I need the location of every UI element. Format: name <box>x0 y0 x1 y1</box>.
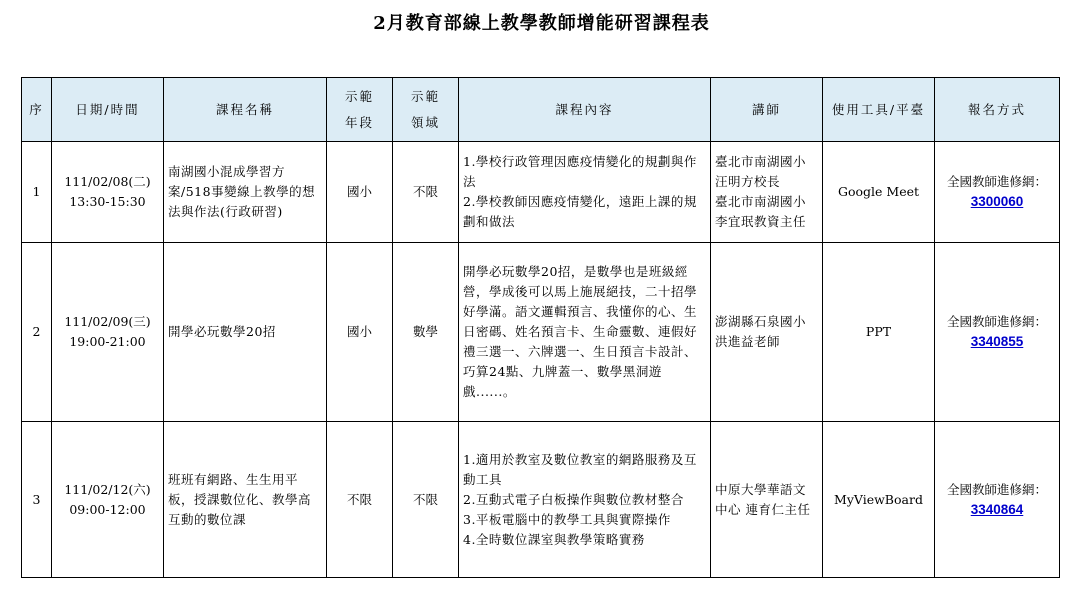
header-tool: 使用工具/平臺 <box>823 78 935 142</box>
row-tool: MyViewBoard <box>823 422 935 578</box>
row-seq: 2 <box>22 243 52 422</box>
header-field <box>393 78 459 142</box>
row-level: 不限 <box>327 422 393 578</box>
page-title: 2月教育部線上教學教師增能研習課程表 <box>373 13 710 34</box>
row-lecturer <box>711 243 823 422</box>
row-time: 09:00-12:00 <box>69 501 146 517</box>
content-item: 2.學校教師因應疫情變化，遠距上課的規劃和做法 <box>463 194 697 229</box>
header-level <box>327 78 393 142</box>
row-datetime <box>52 142 164 243</box>
row-course-name: 班班有網路、生生用平板，授課數位化、教學高互動的數位課 <box>164 422 327 578</box>
header-datetime: 日期/時間 <box>52 78 164 142</box>
table-row <box>22 422 1060 578</box>
registration-text: 全國教師進修網： <box>946 481 1047 497</box>
header-lecturer: 講師 <box>711 78 823 142</box>
row-date: 111/02/08(二) <box>64 174 151 189</box>
row-seq: 3 <box>22 422 52 578</box>
row-lecturer <box>711 422 823 578</box>
header-level-line2: 年段 <box>344 114 374 130</box>
table-row <box>22 142 1060 243</box>
content-item: 2.互動式電子白板操作與數位教材整合 <box>463 491 684 507</box>
registration-code-link[interactable]: 3340864 <box>970 501 1024 517</box>
table-row <box>22 243 1060 422</box>
lecturer-name: 澎湖縣石泉國小洪進益老師 <box>715 314 807 349</box>
row-field: 數學 <box>393 243 459 422</box>
row-tool: Google Meet <box>823 142 935 243</box>
row-date: 111/02/09(三) <box>64 314 151 329</box>
content-item: 4.全時數位課室與教學策略實務 <box>463 531 645 547</box>
header-content: 課程內容 <box>459 78 711 142</box>
row-content <box>459 142 711 243</box>
header-field-line2: 領域 <box>410 114 440 130</box>
row-course-name: 南湖國小混成學習方案/518事變線上教學的想法與作法(行政研習) <box>164 142 327 243</box>
row-registration <box>935 142 1060 243</box>
row-lecturer <box>711 142 823 243</box>
header-course-name: 課程名稱 <box>164 78 327 142</box>
content-item: 開學必玩數學20招，是數學也是班級經營，學成後可以馬上施展絕技，二十招學好學滿。語文邏輯預言、我懂你的心、生日密碼、姓名預言卡、生命靈數、連假好禮三選一、六牌選一、生日預言卡設計、巧算24點、九牌蓋一、數學黑洞遊戲......。 <box>463 264 698 399</box>
row-datetime <box>52 422 164 578</box>
header-row <box>22 78 1060 142</box>
content-item: 1.學校行政管理因應疫情變化的規劃與作法 <box>463 154 697 189</box>
course-table <box>21 77 1060 578</box>
row-registration <box>935 422 1060 578</box>
header-registration: 報名方式 <box>935 78 1060 142</box>
row-time: 13:30-15:30 <box>69 194 146 209</box>
row-registration <box>935 243 1060 422</box>
row-time: 19:00-21:00 <box>69 334 146 349</box>
row-date: 111/02/12(六) <box>64 481 151 497</box>
row-field: 不限 <box>393 142 459 243</box>
header-seq: 序 <box>22 78 52 142</box>
header-field-line1: 示範 <box>410 88 440 104</box>
content-item: 1.適用於教室及數位教室的網路服務及互動工具 <box>463 451 697 487</box>
registration-text: 全國教師進修網： <box>946 174 1047 189</box>
lecturer-name: 臺北市南湖國小汪明方校長 <box>715 154 807 189</box>
row-course-name: 開學必玩數學20招 <box>164 243 327 422</box>
registration-code-link[interactable]: 3300060 <box>970 194 1024 209</box>
registration-code-link[interactable]: 3340855 <box>970 334 1024 349</box>
row-tool: PPT <box>823 243 935 422</box>
row-field: 不限 <box>393 422 459 578</box>
content-item: 3.平板電腦中的教學工具與實際操作 <box>463 511 671 527</box>
row-datetime <box>52 243 164 422</box>
row-level: 國小 <box>327 142 393 243</box>
header-level-line1: 示範 <box>344 88 374 104</box>
lecturer-name: 臺北市南湖國小李宜珉教資主任 <box>715 194 807 229</box>
registration-text: 全國教師進修網： <box>946 314 1047 329</box>
row-seq: 1 <box>22 142 52 243</box>
row-level: 國小 <box>327 243 393 422</box>
lecturer-name: 中原大學華語文中心 連育仁主任 <box>715 481 811 517</box>
row-content <box>459 243 711 422</box>
row-content <box>459 422 711 578</box>
